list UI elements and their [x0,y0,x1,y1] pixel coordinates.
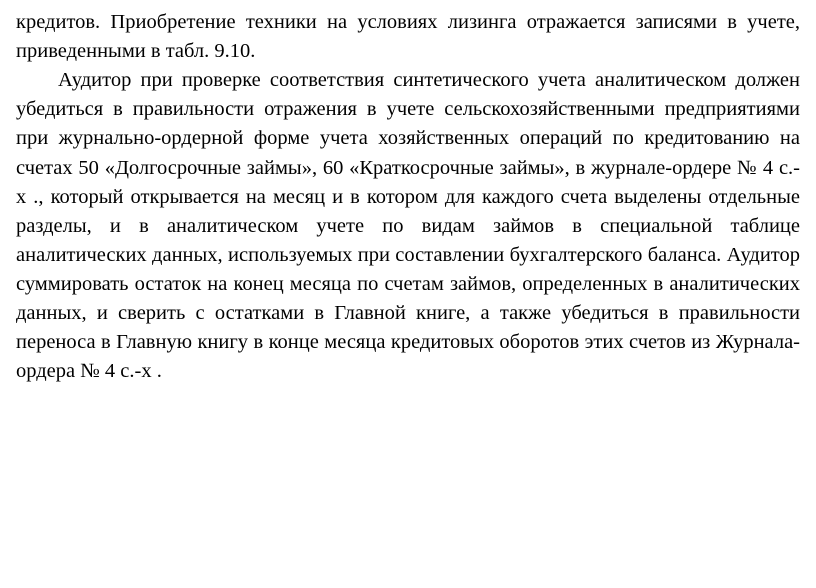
paragraph-auditor: Аудитор при проверке соответствия синтетического учета аналитическом должен убедиться в правильности отражения в учете сельскохозяйственными предприятиями при журнально-ордерной форме учета хозяйственных операций по кредитованию на счетах 50 «Долгосрочные займы», 60 «Краткосрочные займы», в журнале-ордере № 4 с.-х ., который открывается на месяц и в котором для каждого счета выделены отдельные разделы, и в аналитическом учете по видам займов в специальной таблице аналитических данных, используемых при составлении бухгалтерского баланса. Аудитор суммировать остаток на конец месяца по счетам займов, определенных в аналитических данных, и сверить с остатками в Главной книге, а также убедиться в правильности переноса в Главную книгу в конце месяца кредитовых оборотов этих счетов из Журнала-ордера № 4 с.-х . [16,69,800,383]
paragraph-continued: кредитов. Приобретение техники на условиях лизинга отражается записями в учете, приведенными в табл. 9.10. [16,11,800,63]
document-body [16,8,800,386]
